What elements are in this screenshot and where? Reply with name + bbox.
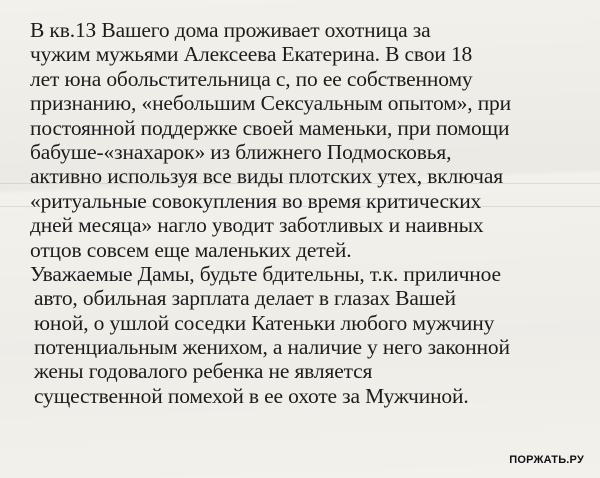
text-line: юной, о ушлой соседки Катеньки любого мужчину (34, 310, 495, 335)
note-text (30, 18, 590, 408)
site-watermark: ПОРЖАТЬ.РУ (509, 454, 584, 466)
text-line: «ритуальные совокупления во время критических (30, 188, 482, 213)
text-line: существенной помехой в ее охоте за Мужчиной. (34, 383, 469, 408)
text-line: дней месяца» нагло уводит заботливых и наивных (30, 213, 484, 238)
text-line: жены годовалого ребенка не является (34, 359, 373, 384)
text-line: активно используя все виды плотских утех, включая (30, 164, 503, 189)
text-line: В кв.1З Вашего дома проживает охотница за (30, 18, 431, 42)
text-line: бабуше-«знахарок» из ближнего Подмосковья, (30, 139, 452, 164)
text-line: постоянной поддержке своей маменьки, при помощи (30, 115, 510, 140)
text-line: отцов совсем еще маленьких детей. (30, 237, 352, 262)
text-line: Уважаемые Дамы, будьте бдительны, т.к. приличное (30, 261, 501, 286)
text-line: авто, обильная зарплата делает в глазах Вашей (34, 286, 456, 311)
text-line: чужим мужьями Алексеева Екатерина. В свои 18 (30, 42, 473, 67)
text-line: признанию, «небольшим Сексуальным опытом», при (30, 91, 512, 116)
text-line: потенциальным женихом, а наличие у него законной (34, 335, 510, 360)
text-line: лет юна обольстительница с, по ее собственному (30, 66, 473, 91)
